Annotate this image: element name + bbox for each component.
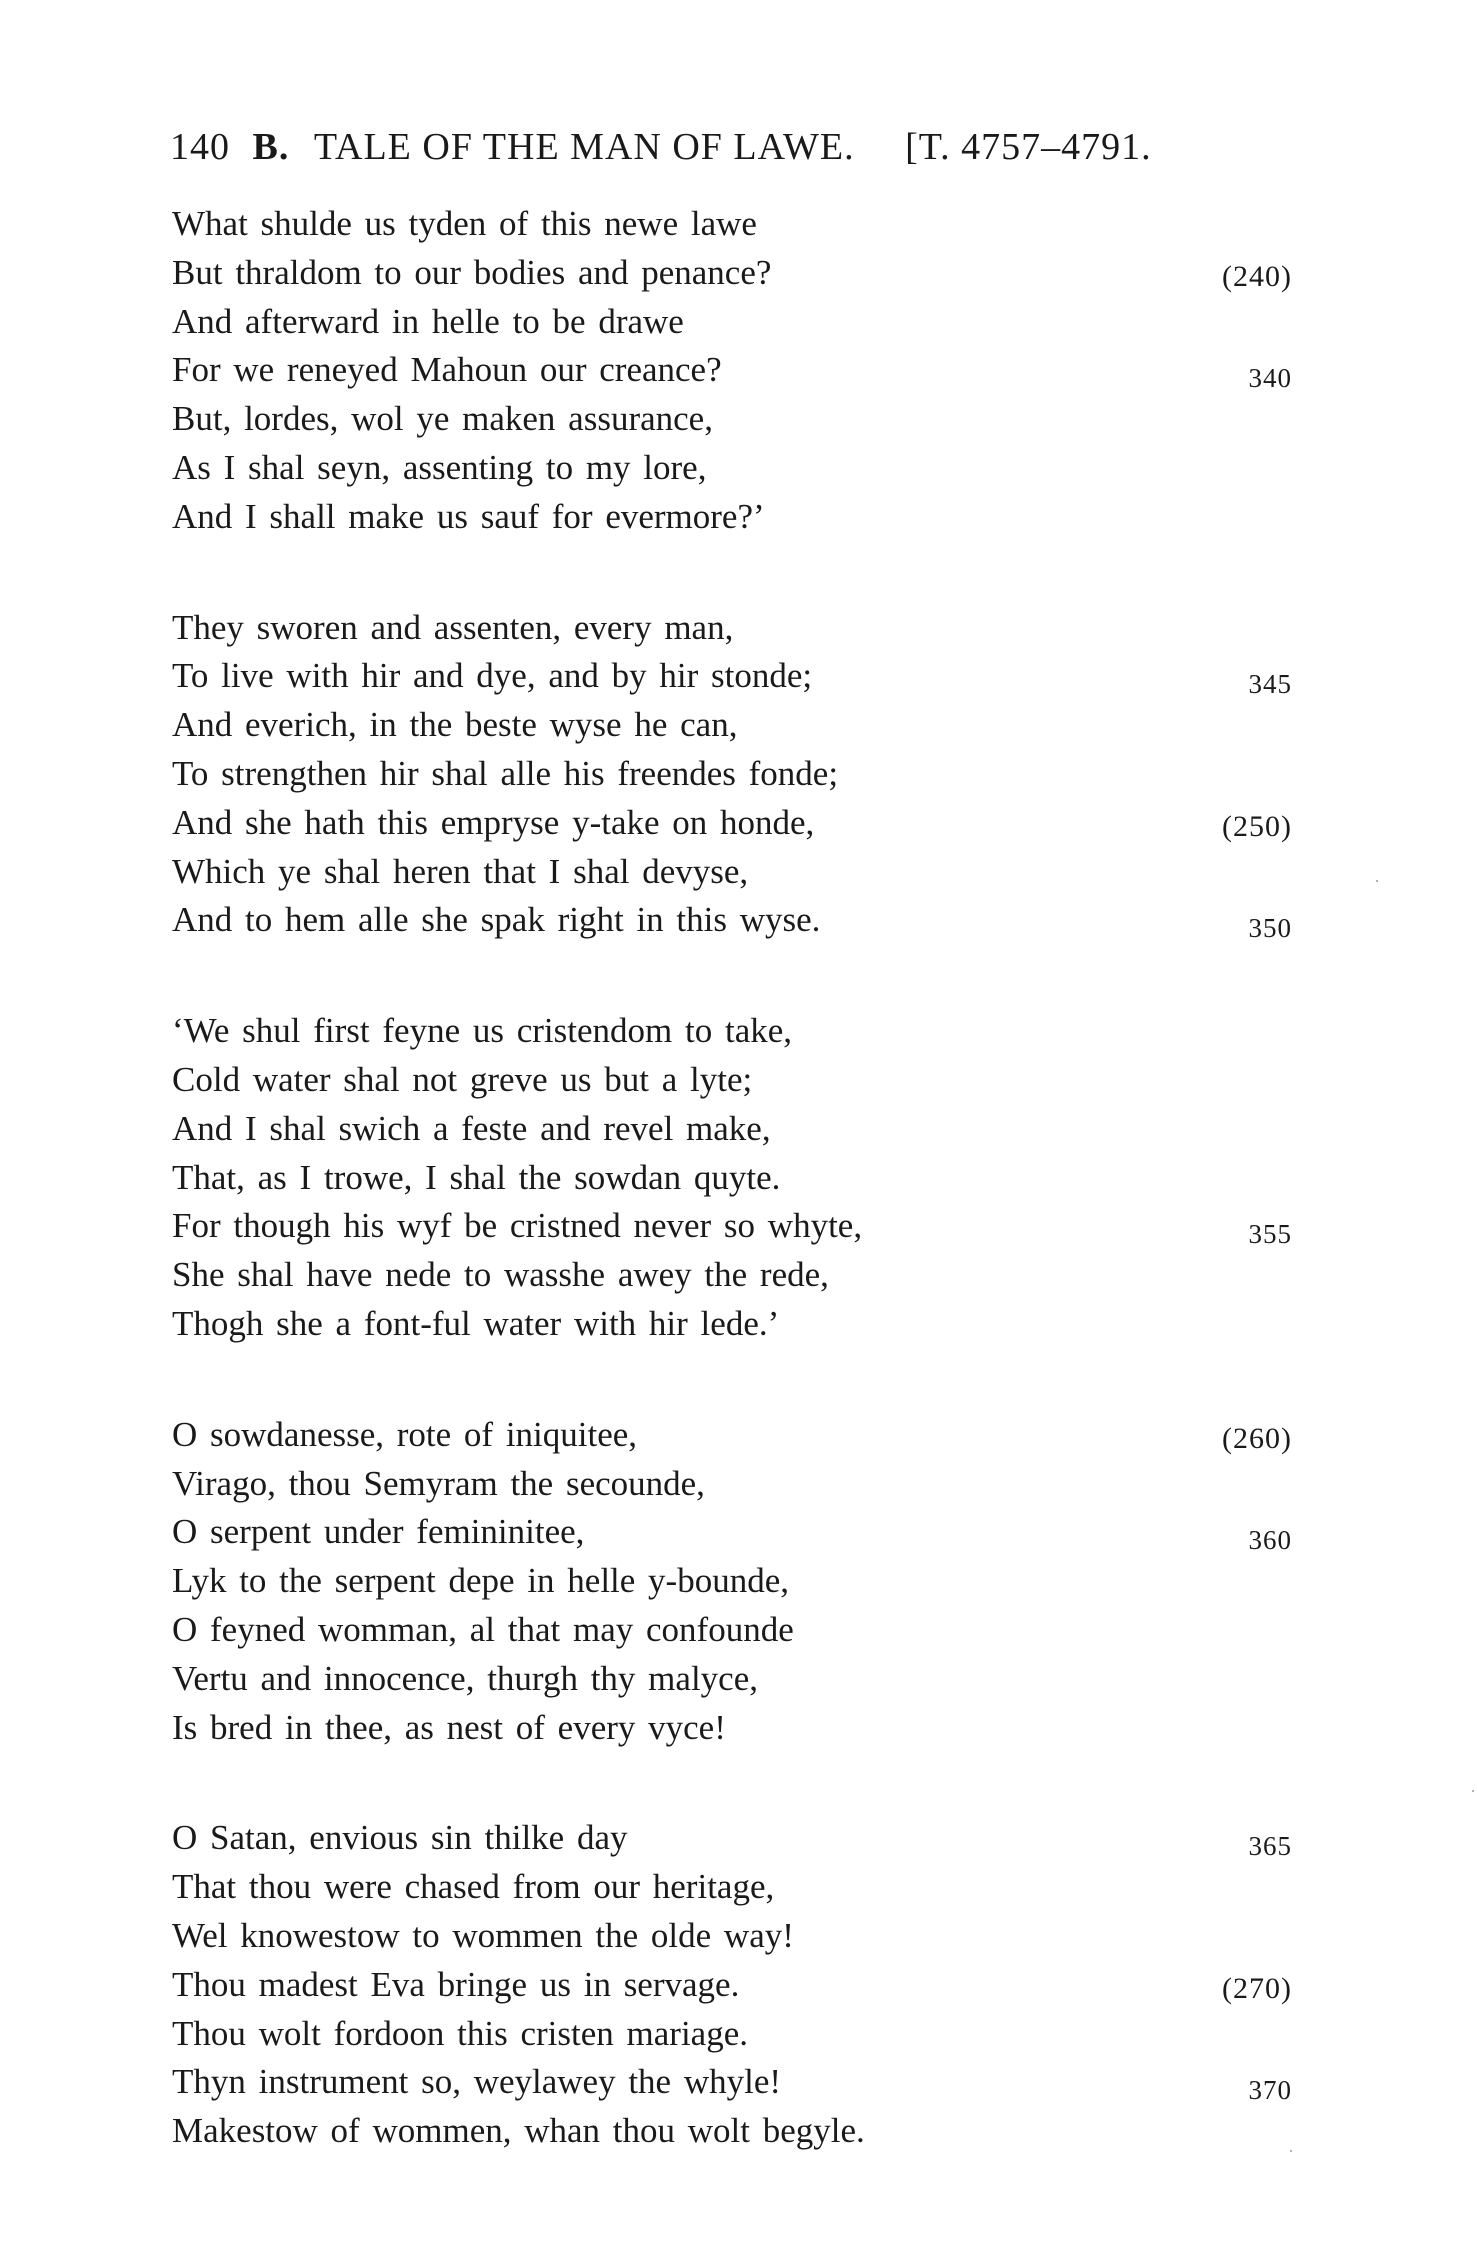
- verse-text: ‘We shul first feyne us cristendom to take,: [172, 1011, 793, 1051]
- line-number: (240): [1222, 259, 1292, 293]
- running-header: [170, 122, 1280, 172]
- verse-line: [172, 2010, 1282, 2059]
- verse-line: [172, 1154, 1282, 1203]
- verse-text: Vertu and innocence, thurgh thy malyce,: [172, 1658, 758, 1698]
- verse-text: O Satan, envious sin thilke day: [172, 1818, 628, 1858]
- verse-line: [172, 346, 1292, 395]
- verse-line: [172, 652, 1292, 701]
- verse-text: And I shall make us sauf for evermore?’: [172, 496, 765, 536]
- verse-text: Lyk to the serpent depe in helle y-bounde,: [172, 1561, 790, 1601]
- verse-line: [172, 896, 1292, 945]
- verse-line: [172, 2107, 1282, 2156]
- verse-line: [172, 1105, 1282, 1154]
- verse-text: And to hem alle she spak right in this wyse.: [172, 900, 821, 940]
- verse-text: Thou madest Eva bringe us in servage.: [172, 1964, 740, 2004]
- verse-text: But thraldom to our bodies and penance?: [172, 252, 772, 292]
- verse-line: [172, 1863, 1282, 1912]
- paper-speck: [1472, 1790, 1474, 1792]
- verse-line: [172, 1202, 1292, 1251]
- verse-line: [172, 2058, 1292, 2107]
- verse-line: [172, 1606, 1282, 1655]
- paper-speck: [1376, 880, 1378, 882]
- verse-line: [172, 1814, 1292, 1863]
- verse-line: [172, 395, 1282, 444]
- verse-line: [172, 1508, 1292, 1557]
- verse-text: For we reneyed Mahoun our creance?: [172, 350, 722, 390]
- verse-text: O sowdanesse, rote of iniquitee,: [172, 1414, 638, 1454]
- verse-line: [172, 1411, 1292, 1460]
- verse-line: [172, 493, 1282, 542]
- verse-line: [172, 1056, 1282, 1105]
- stanza: [172, 1814, 1292, 2156]
- verse-text: They sworen and assenten, every man,: [172, 607, 734, 647]
- verse-text: That, as I trowe, I shal the sowdan quyte.: [172, 1157, 781, 1197]
- verse-text: Thogh she a font-ful water with hir lede.’: [172, 1303, 780, 1343]
- verse-text: Cold water shal not greve us but a lyte;: [172, 1059, 753, 1099]
- verse-text: Wel knowestow to wommen the olde way!: [172, 1915, 794, 1955]
- line-number: 345: [1248, 669, 1292, 700]
- verse-text: To live with hir and dye, and by hir stonde;: [172, 656, 813, 696]
- line-number: 360: [1248, 1525, 1292, 1556]
- verse-line: [172, 1300, 1282, 1349]
- verse-text: To strengthen hir shal alle his freendes fonde;: [172, 753, 839, 793]
- verse-line: [172, 1007, 1282, 1056]
- verse-text: Which ye shal heren that I shal devyse,: [172, 851, 749, 891]
- verse-text: And afterward in helle to be drawe: [172, 301, 684, 341]
- paper-speck: [1290, 2150, 1292, 2152]
- verse-text: Thyn instrument so, weylawey the whyle!: [172, 2062, 782, 2102]
- verse-text: And she hath this empryse y-take on honde,: [172, 802, 815, 842]
- verse-line: [172, 1912, 1282, 1961]
- verse-line: [172, 1961, 1292, 2010]
- verse-text: And I shal swich a feste and revel make,: [172, 1108, 771, 1148]
- line-number: 355: [1248, 1219, 1292, 1250]
- verse-text: As I shal seyn, assenting to my lore,: [172, 447, 707, 487]
- verse-text: Makestow of wommen, whan thou wolt begyle.: [172, 2111, 865, 2151]
- running-title: TALE OF THE MAN OF LAWE.: [313, 126, 855, 168]
- verse-line: [172, 1460, 1282, 1509]
- verse-line: [172, 604, 1282, 653]
- verse-text: And everich, in the beste wyse he can,: [172, 705, 738, 745]
- section-letter: B.: [252, 126, 290, 168]
- poem-body: [172, 200, 1292, 2218]
- line-number: (260): [1222, 1421, 1292, 1455]
- verse-text: Is bred in thee, as nest of every vyce!: [172, 1707, 726, 1747]
- line-number: 340: [1248, 363, 1292, 394]
- line-range: [T. 4757–4791.: [905, 126, 1152, 168]
- verse-line: [172, 1557, 1282, 1606]
- line-number: 350: [1248, 913, 1292, 944]
- verse-line: [172, 200, 1282, 249]
- verse-line: [172, 298, 1282, 347]
- line-number: (270): [1222, 1971, 1292, 2005]
- verse-text: O serpent under femininitee,: [172, 1512, 585, 1552]
- verse-text: That thou were chased from our heritage,: [172, 1867, 775, 1907]
- verse-text: O feyned womman, al that may confounde: [172, 1609, 794, 1649]
- verse-text: But, lordes, wol ye maken assurance,: [172, 399, 713, 439]
- verse-line: [172, 1704, 1282, 1753]
- verse-line: [172, 444, 1282, 493]
- verse-text: For though his wyf be cristned never so whyte,: [172, 1206, 863, 1246]
- verse-text: Virago, thou Semyram the secounde,: [172, 1463, 705, 1503]
- stanza: [172, 604, 1292, 946]
- stanza: [172, 1007, 1292, 1349]
- verse-line: [172, 799, 1292, 848]
- verse-line: [172, 249, 1292, 298]
- verse-line: [172, 701, 1282, 750]
- verse-text: Thou wolt fordoon this cristen mariage.: [172, 2013, 748, 2053]
- line-number: 370: [1248, 2075, 1292, 2106]
- verse-text: She shal have nede to wasshe awey the rede,: [172, 1255, 829, 1295]
- stanza: [172, 200, 1292, 542]
- verse-text: What shulde us tyden of this newe lawe: [172, 204, 757, 243]
- line-number: (250): [1222, 809, 1292, 843]
- verse-line: [172, 1655, 1282, 1704]
- stanza: [172, 1411, 1292, 1753]
- verse-line: [172, 1251, 1282, 1300]
- verse-line: [172, 848, 1282, 897]
- line-number: 365: [1248, 1831, 1292, 1862]
- verse-line: [172, 750, 1282, 799]
- page-number: 140: [170, 126, 230, 168]
